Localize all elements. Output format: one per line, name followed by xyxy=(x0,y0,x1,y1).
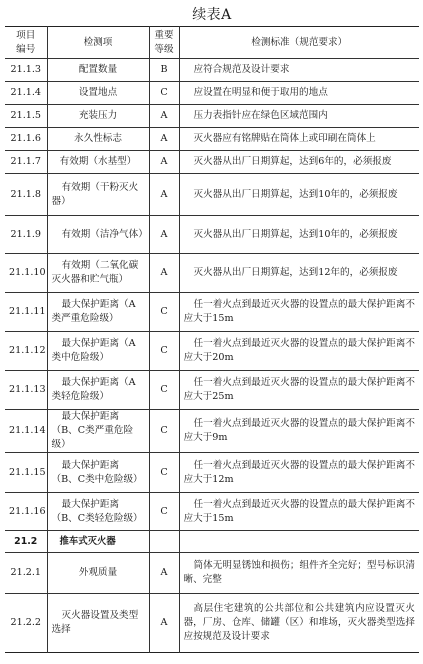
table-row xyxy=(5,293,419,332)
item-name-cell: 最大保护距离（B、C类严重危险级） xyxy=(47,410,149,453)
importance-grade-cell xyxy=(149,531,179,553)
table-row xyxy=(5,410,419,453)
item-name-cell: 有效期（干粉灭火器） xyxy=(47,174,149,216)
table-row xyxy=(5,174,419,216)
item-name-cell: 有效期（二氧化碳灭火器和贮气瓶） xyxy=(47,254,149,293)
item-id-cell: 21.1.12 xyxy=(5,332,47,371)
table-row xyxy=(5,453,419,493)
header-id: 项目 编号 xyxy=(5,27,47,59)
item-name-cell: 灭火器设置及类型选择 xyxy=(47,594,149,653)
item-name-cell: 最大保护距离（B、C类轻危险级） xyxy=(47,493,149,531)
importance-grade-cell: C xyxy=(149,410,179,453)
table-header-row xyxy=(5,27,419,59)
standard-cell: 任一着火点到最近灭火器的设置点的最大保护距离不应大于12m xyxy=(179,453,419,493)
item-id-cell: 21.1.15 xyxy=(5,453,47,493)
standard-cell: 灭火器从出厂日期算起，达到12年的，必须报废 xyxy=(179,254,419,293)
table-row xyxy=(5,128,419,151)
table-row xyxy=(5,254,419,293)
item-id-cell: 21.2 xyxy=(5,531,47,553)
table-body xyxy=(5,59,419,653)
standard-cell: 任一着火点到最近灭火器的设置点的最大保护距离不应大于9m xyxy=(179,410,419,453)
importance-grade-cell: A xyxy=(149,553,179,594)
header-grade: 重要 等级 xyxy=(149,27,179,59)
standard-cell: 任一着火点到最近灭火器的设置点的最大保护距离不应大于15m xyxy=(179,493,419,531)
standard-cell: 应设置在明显和便于取用的地点 xyxy=(179,82,419,105)
table-row xyxy=(5,594,419,653)
standard-cell: 灭火器从出厂日期算起，达到6年的，必须报废 xyxy=(179,151,419,174)
item-id-cell: 21.1.8 xyxy=(5,174,47,216)
importance-grade-cell: C xyxy=(149,371,179,410)
item-id-cell: 21.1.14 xyxy=(5,410,47,453)
standard-cell: 应符合规范及设计要求 xyxy=(179,59,419,82)
inspection-table xyxy=(5,26,419,653)
standard-cell: 任一着火点到最近灭火器的设置点的最大保护距离不应大于15m xyxy=(179,293,419,332)
item-name-cell: 最大保护距离（B、C类中危险级） xyxy=(47,453,149,493)
standard-cell xyxy=(179,531,419,553)
standard-cell: 灭火器从出厂日期算起，达到10年的，必须报废 xyxy=(179,216,419,254)
item-name-cell: 充装压力 xyxy=(47,105,149,128)
standard-cell: 灭火器应有铭牌贴在筒体上或印刷在筒体上 xyxy=(179,128,419,151)
importance-grade-cell: B xyxy=(149,59,179,82)
item-id-cell: 21.1.11 xyxy=(5,293,47,332)
item-name-cell: 外观质量 xyxy=(47,553,149,594)
table-title: 续表A xyxy=(192,7,232,23)
importance-grade-cell: C xyxy=(149,493,179,531)
importance-grade-cell: C xyxy=(149,293,179,332)
importance-grade-cell: A xyxy=(149,128,179,151)
section-row xyxy=(5,531,419,553)
item-id-cell: 21.1.13 xyxy=(5,371,47,410)
item-id-cell: 21.1.10 xyxy=(5,254,47,293)
item-name-cell: 最大保护距离（A类轻危险级） xyxy=(47,371,149,410)
item-name-cell: 推车式灭火器 xyxy=(47,531,149,553)
item-id-cell: 21.1.6 xyxy=(5,128,47,151)
item-id-cell: 21.1.9 xyxy=(5,216,47,254)
item-name-cell: 有效期（水基型） xyxy=(47,151,149,174)
item-id-cell: 21.1.3 xyxy=(5,59,47,82)
importance-grade-cell: A xyxy=(149,151,179,174)
importance-grade-cell: C xyxy=(149,82,179,105)
item-name-cell: 最大保护距离（A类严重危险级） xyxy=(47,293,149,332)
importance-grade-cell: A xyxy=(149,216,179,254)
standard-cell: 任一着火点到最近灭火器的设置点的最大保护距离不应大于20m xyxy=(179,332,419,371)
importance-grade-cell: A xyxy=(149,174,179,216)
importance-grade-cell: C xyxy=(149,453,179,493)
item-id-cell: 21.2.2 xyxy=(5,594,47,653)
importance-grade-cell: A xyxy=(149,254,179,293)
header-standard: 检测标准（规范要求） xyxy=(179,27,419,59)
item-name-cell: 配置数量 xyxy=(47,59,149,82)
item-id-cell: 21.2.1 xyxy=(5,553,47,594)
table-row xyxy=(5,216,419,254)
table-row xyxy=(5,493,419,531)
item-name-cell: 有效期（洁净气体） xyxy=(47,216,149,254)
table-row xyxy=(5,105,419,128)
table-row xyxy=(5,151,419,174)
item-name-cell: 最大保护距离（A类中危险级） xyxy=(47,332,149,371)
item-id-cell: 21.1.7 xyxy=(5,151,47,174)
table-row xyxy=(5,332,419,371)
standard-cell: 压力表指针应在绿色区域范围内 xyxy=(179,105,419,128)
importance-grade-cell: A xyxy=(149,594,179,653)
table-row xyxy=(5,59,419,82)
standard-cell: 灭火器从出厂日期算起，达到10年的，必须报废 xyxy=(179,174,419,216)
table-row xyxy=(5,82,419,105)
importance-grade-cell: A xyxy=(149,105,179,128)
table-row xyxy=(5,553,419,594)
item-id-cell: 21.1.4 xyxy=(5,82,47,105)
importance-grade-cell: C xyxy=(149,332,179,371)
table-row xyxy=(5,371,419,410)
standard-cell: 筒体无明显锈蚀和损伤；组件齐全完好；型号标识清晰、完整 xyxy=(179,553,419,594)
item-name-cell: 设置地点 xyxy=(47,82,149,105)
item-name-cell: 永久性标志 xyxy=(47,128,149,151)
item-id-cell: 21.1.16 xyxy=(5,493,47,531)
item-id-cell: 21.1.5 xyxy=(5,105,47,128)
standard-cell: 高层住宅建筑的公共部位和公共建筑内应设置灭火器，厂房、仓库、储罐（区）和堆场，灭火器类型选择应按规范及设计要求 xyxy=(179,594,419,653)
standard-cell: 任一着火点到最近灭火器的设置点的最大保护距离不应大于25m xyxy=(179,371,419,410)
header-item: 检测项 xyxy=(47,27,149,59)
